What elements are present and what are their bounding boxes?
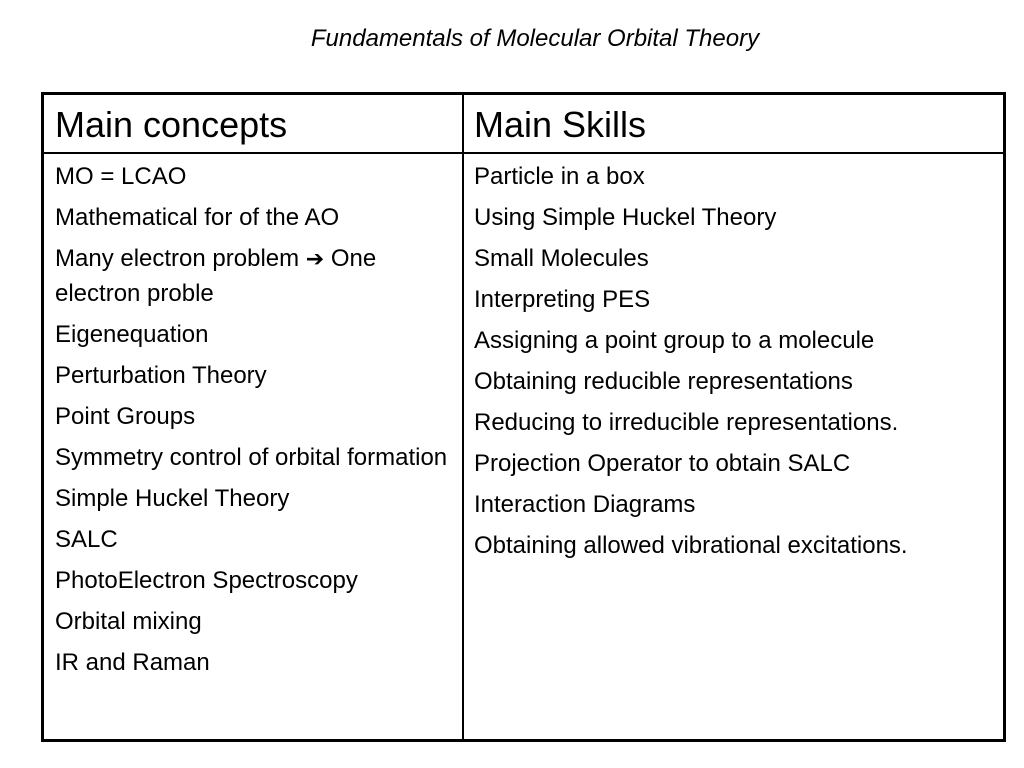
slide-title: Fundamentals of Molecular Orbital Theory: [310, 25, 760, 52]
skills-list: [474, 160, 999, 570]
concept-item: PhotoElectron Spectroscopy: [55, 567, 358, 594]
skill-item: Assigning a point group to a molecule: [474, 327, 875, 354]
header-main-skills: Main Skills: [474, 104, 647, 145]
concept-item: Perturbation Theory: [55, 362, 267, 389]
concept-item: Symmetry control of orbital formation: [55, 444, 448, 471]
skill-item: Using Simple Huckel Theory: [474, 204, 777, 231]
skill-item: Interpreting PES: [474, 286, 651, 313]
skill-item: Small Molecules: [474, 245, 649, 272]
header-divider: [44, 152, 1003, 154]
skill-item: Interaction Diagrams: [474, 491, 696, 518]
right-arrow-icon: ➔: [305, 247, 325, 272]
concept-item: Eigenequation: [55, 321, 209, 348]
concept-item: Mathematical for of the AO: [55, 204, 340, 231]
header-main-concepts: Main concepts: [55, 104, 288, 145]
concepts-skills-table: [41, 92, 1006, 742]
skill-item: Reducing to irreducible representations.: [474, 409, 899, 436]
concept-item: Point Groups: [55, 403, 196, 430]
concept-text: Many electron problem: [55, 245, 306, 272]
concept-item: IR and Raman: [55, 649, 210, 676]
concept-text: One electron proble: [55, 245, 377, 307]
skill-item: Particle in a box: [474, 163, 645, 190]
concept-item: SALC: [55, 526, 118, 553]
skill-item: Projection Operator to obtain SALC: [474, 450, 851, 477]
concepts-list: [55, 160, 450, 687]
column-divider: [462, 95, 464, 739]
concept-item: Simple Huckel Theory: [55, 485, 290, 512]
concept-item: Orbital mixing: [55, 608, 202, 635]
concept-item: [55, 242, 450, 311]
concept-item: MO = LCAO: [55, 163, 187, 190]
skill-item: Obtaining allowed vibrational excitations.: [474, 532, 908, 559]
skill-item: Obtaining reducible representations: [474, 368, 853, 395]
